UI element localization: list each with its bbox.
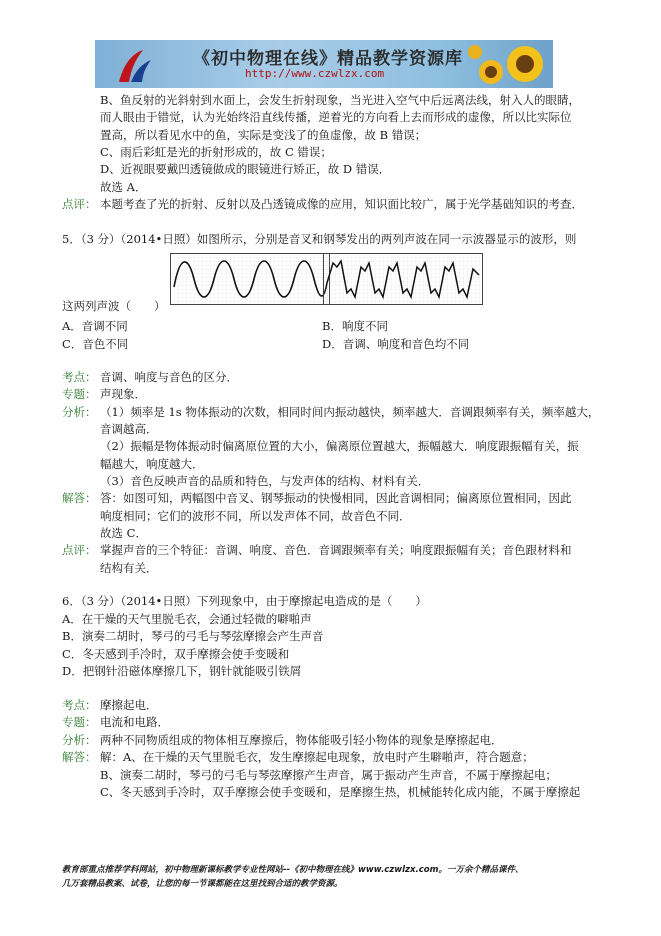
q5-option-c: C．音色不同 [62, 337, 129, 351]
q5-jieda-label: 解答： [62, 491, 97, 505]
q4-option-b-line3: 置高，所以看见水中的鱼，实际是变浅了的鱼虚像，故 B 错误； [100, 128, 427, 142]
q6-jieda-line1: 解：A、在干燥的天气里脱毛衣，发生摩擦起电现象，放电时产生噼啪声，符合题意； [100, 750, 534, 764]
q5-fenxi-line2: 音调越高． [100, 422, 158, 436]
q5-option-d: D．音调、响度和音色均不同 [322, 337, 470, 351]
q6-option-d: D．把钢针沿磁体摩擦几下，钢针就能吸引铁屑 [62, 664, 302, 678]
q5-stem-line1: 5．（3 分）（2014•日照）如图所示，分别是音叉和钢琴发出的两列声波在同一示波器显示的波形，则 [62, 232, 577, 246]
banner-title: 《初中物理在线》精品教学资源库 [193, 49, 463, 69]
q4-option-b-line2: 而人眼由于错觉，认为光始终沿直线传播，逆着光的方向看上去而形成的虚像，所以比实际位 [100, 110, 572, 124]
q6-zhuanti-label: 专题： [62, 715, 97, 729]
header-banner [95, 40, 553, 88]
q5-kaodian: 音调、响度与音色的区分． [100, 370, 238, 384]
q4-option-d: D、近视眼要戴凹透镜做成的眼镜进行矫正，故 D 错误． [100, 162, 391, 176]
sunflower-icon [467, 42, 547, 88]
q5-option-b: B．响度不同 [322, 319, 388, 333]
q6-fenxi-label: 分析： [62, 733, 97, 747]
q6-kaodian-label: 考点： [62, 698, 97, 712]
q5-dianping-line2: 结构有关． [100, 561, 158, 575]
q6-option-b: B．演奏二胡时，琴弓的弓毛与琴弦摩擦会产生声音 [62, 629, 324, 643]
q4-comment: 本题考查了光的折射、反射以及凸透镜成像的应用，知识面比较广，属于光学基础知识的考查． [100, 197, 583, 211]
q5-fenxi-label: 分析： [62, 405, 97, 419]
q4-option-c: C、雨后彩虹是光的折射形成的，故 C 错误； [100, 145, 332, 159]
q5-fenxi-line3: （2）振幅是物体振动时偏离原位置的大小，偏离原位置越大，振幅越大．响度跟振幅有关，振 [100, 439, 579, 453]
q5-dianping-line1: 掌握声音的三个特征：音调、响度、音色．音调跟频率有关；响度跟振幅有关；音色跟材料和 [100, 543, 572, 557]
piano-waveform-figure [323, 253, 483, 305]
footer-line2: 几万套精品教案、试卷，让您的每一节课都能在这里找到合适的教学资源。 [62, 879, 343, 889]
q5-zhuanti: 声现象． [100, 387, 146, 401]
site-logo-icon [113, 46, 155, 86]
q5-option-a: A．音调不同 [62, 319, 128, 333]
q5-jieda-line1: 答：如图可知，两幅图中音叉、钢琴振动的快慢相同，因此音调相同；偏离原位置相同，因此 [100, 491, 572, 505]
q6-jieda-line2: B、演奏二胡时，琴弓的弓毛与琴弦摩擦产生声音，属于振动产生声音，不属于摩擦起电； [100, 768, 557, 782]
q5-fenxi-line1: （1）频率是 1s 物体振动的次数，相同时间内振动越快，频率越大．音调跟频率有关，频率越大， [100, 405, 600, 419]
q5-fenxi-line5: （3）音色反映声音的品质和特色，与发声体的结构、材料有关． [100, 474, 430, 488]
q6-jieda-line3: C、冬天感到手冷时，双手摩擦会使手变暖和，是摩擦生热，机械能转化成内能，不属于摩擦起 [100, 785, 581, 799]
q6-kaodian: 摩擦起电． [100, 698, 158, 712]
q5-jieda-line3: 故选 C． [100, 526, 147, 540]
q5-dianping-label: 点评： [62, 543, 97, 557]
q4-answer: 故选 A． [100, 180, 147, 194]
q6-zhuanti: 电流和电路． [100, 715, 169, 729]
q4-option-b-line1: B、鱼反射的光斜射到水面上，会发生折射现象，当光进入空气中后远离法线，射入人的眼睛， [100, 93, 580, 107]
banner-url[interactable]: http://www.czwlzx.com [245, 67, 385, 80]
tuning-fork-waveform-figure [170, 253, 330, 305]
q6-option-c: C．冬天感到手冷时，双手摩擦会使手变暖和 [62, 647, 290, 661]
q5-fenxi-line4: 幅越大，响度越大． [100, 457, 204, 471]
q6-stem: 6．（3 分）（2014•日照）下列现象中，由于摩擦起电造成的是（ ） [62, 594, 427, 608]
q5-jieda-line2: 响度相同；它们的波形不同，所以发声体不同，故音色不同． [100, 509, 411, 523]
q6-option-a: A．在干燥的天气里脱毛衣，会通过轻微的噼啪声 [62, 612, 312, 626]
q4-comment-label: 点评： [62, 197, 97, 211]
q5-stem-line2: 这两列声波（ ） [62, 299, 166, 313]
q6-fenxi: 两种不同物质组成的物体相互摩擦后，物体能吸引轻小物体的现象是摩擦起电． [100, 733, 503, 747]
q5-kaodian-label: 考点： [62, 370, 97, 384]
q5-zhuanti-label: 专题： [62, 387, 97, 401]
q6-jieda-label: 解答： [62, 750, 97, 764]
footer-line1: 教育部重点推荐学科网站，初中物理新课标教学专业性网站--《初中物理在线》www.czwlzx.com。一万余个精品课件、 [62, 865, 524, 875]
